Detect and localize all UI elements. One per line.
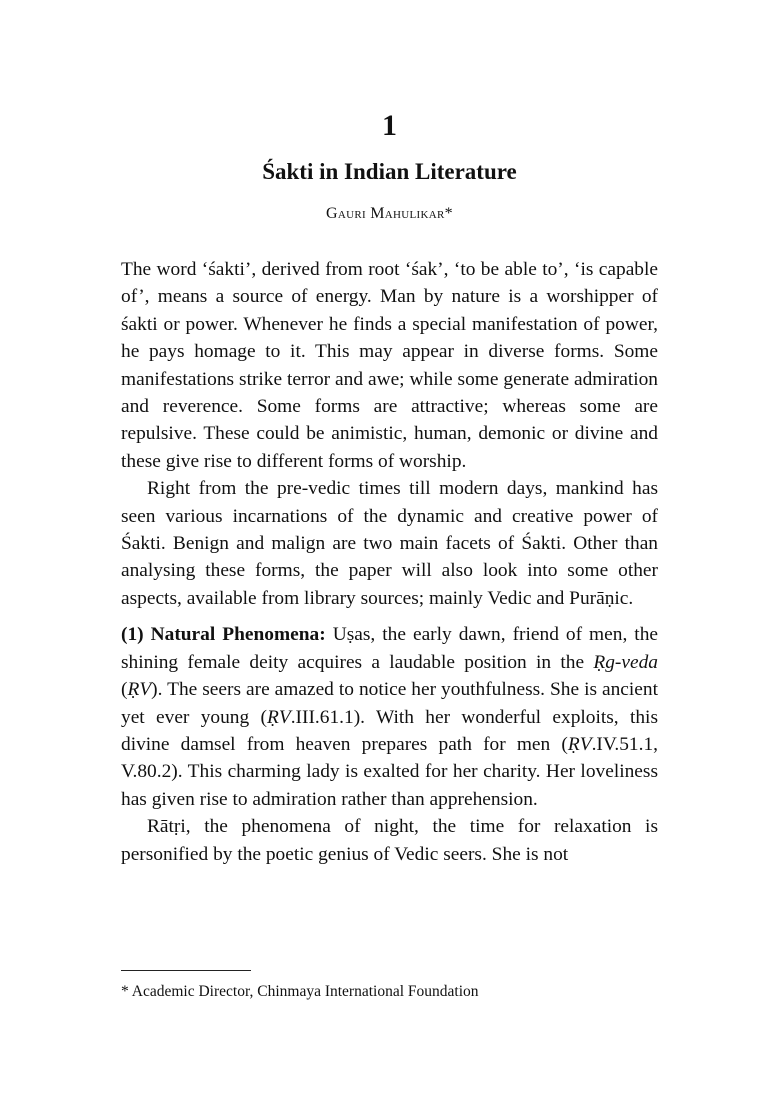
text-run: ). The seers are amazed to notice her youthfulness. She is ancient yet ever young (	[121, 679, 658, 728]
chapter-title: Śakti in Indian Literature	[262, 159, 517, 184]
paragraph-4: Rātṛi, the phenomena of night, the time for relaxation is personified by the poetic genius of Vedic seers. She is not	[121, 816, 658, 865]
italic-abbrev: ṚV	[567, 733, 592, 755]
paragraph-1: The word ‘śakti’, derived from root ‘śak’, ‘to be able to’, ‘is capable of’, means a source of energy. Man by nature is a worshipper of śakti or power. Whenever he finds a special manifestation of power, he pays homage to it. This may appear in diverse forms. Some manifestations strike terror and awe; while some generate admiration and reverence. Some forms are attractive; whereas some are repulsive. These could be animistic, human, demonic or divine and these give rise to different forms of worship.	[121, 259, 658, 472]
body-text	[121, 256, 658, 868]
author-name: Gauri Mahulikar*	[326, 205, 453, 222]
text-run: Uṣas, the early dawn, friend of men, the shining female deity acquires a laudable position in the	[121, 624, 658, 673]
italic-abbrev: ṚV	[266, 706, 291, 728]
footnote-divider	[121, 970, 251, 971]
italic-abbrev: ṚV	[127, 679, 152, 701]
footnote: * Academic Director, Chinmaya International Foundation	[121, 983, 479, 1000]
italic-term: Ṛg-veda	[593, 651, 658, 673]
section-heading: (1) Natural Phenomena:	[121, 624, 326, 646]
text-run: .III.61.1). With her wonderful exploits, this divine damsel from heaven prepares path for men (	[121, 706, 658, 755]
text-run: (	[121, 679, 128, 701]
paragraph-2: Right from the pre-vedic times till modern days, mankind has seen various incarnations of the dynamic and creative power of Śakti. Benign and malign are two main facets of Śakti. Other than analysing these forms, the paper will also look into some other aspects, available from library sources; mainly Vedic and Purāṇic.	[121, 478, 658, 609]
text-run: .IV.51.1, V.80.2). This charming lady is exalted for her charity. Her loveliness has given rise to admiration rather than apprehension.	[121, 733, 658, 810]
chapter-number: 1	[382, 109, 397, 142]
paragraph-natural-phenomena	[121, 621, 658, 813]
